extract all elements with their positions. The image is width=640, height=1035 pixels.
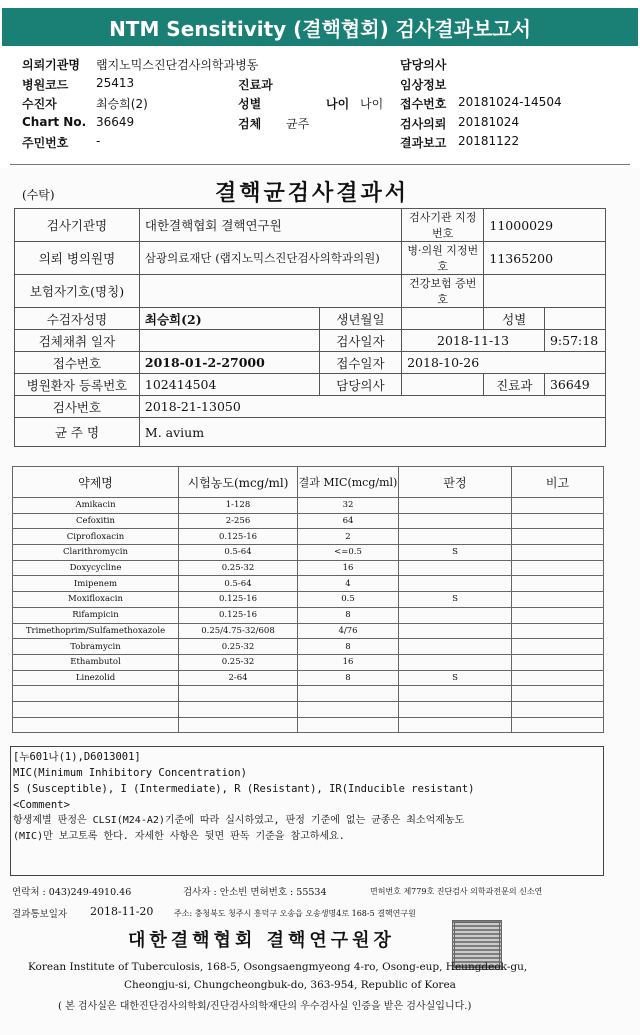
mic-value: 4 <box>298 576 399 592</box>
doctor-label: 담당의사 <box>400 58 447 72</box>
request-label: 검사의뢰 <box>400 117 447 131</box>
mic-value: 2 <box>298 529 399 545</box>
drug-name: Rifampicin <box>13 607 179 623</box>
mic-row <box>13 654 604 670</box>
remark <box>512 607 604 623</box>
test-range: 2-64 <box>179 670 298 686</box>
resident-id-label: 주민번호 <box>22 136 69 150</box>
lab-id-value: 11000029 <box>484 209 606 242</box>
notice-label: 결과통보일자 <box>12 909 68 920</box>
drug-name: Cefoxitin <box>13 513 179 529</box>
drug-name: Ethambutol <box>13 654 179 670</box>
address: 주소: 충청북도 청주시 흥덕구 오송읍 오송생명4로 168-5 결핵연구원 <box>174 909 416 918</box>
drug-name: Imipenem <box>13 576 179 592</box>
req-id-label: 병·의원 지정번호 <box>402 242 484 275</box>
test-date-label: 검사일자 <box>319 330 401 352</box>
reg-value: 102414504 <box>139 374 319 396</box>
eng-address-2: Cheongju-si, Chungcheongbuk-do, 363-954, Republic of Korea <box>124 979 456 991</box>
test-range: 0.125-16 <box>179 529 298 545</box>
notes-box <box>10 746 604 876</box>
drug-name: Ciprofloxacin <box>13 529 179 545</box>
receipt-no-label: 접수번호 <box>400 97 447 111</box>
receipt-mark: (수탁) <box>22 188 55 202</box>
req-id-value: 11365200 <box>484 242 606 275</box>
name-label: 수검자성명 <box>15 308 140 330</box>
test-range: 0.125-16 <box>179 592 298 608</box>
req-value: 삼광의료재단 (랩지노믹스진단검사의학과의원) <box>139 242 401 275</box>
test-date-value: 2018-11-13 <box>402 330 545 352</box>
mic-value: 8 <box>298 639 399 655</box>
drug-name: Amikacin <box>13 498 179 514</box>
header-divider <box>10 164 630 165</box>
mic-table <box>12 466 604 733</box>
report-header <box>0 52 640 164</box>
patient-label: 수진자 <box>22 97 57 111</box>
chart-no-value: 36649 <box>96 115 135 129</box>
range-header: 시험농도(mcg/ml) <box>179 467 298 498</box>
eng-address-1: Korean Institute of Tuberculosis, 168-5, Osongsaengmyeong 4-ro, Osong-eup, Heungdeok-gu, <box>28 961 528 973</box>
mic-row <box>13 670 604 686</box>
patient-info-table <box>14 208 606 447</box>
certification-note: ( 본 검사실은 대한진단검사의학회/진단검사의학재단의 우수검사실 인증을 받은 검사실입니다.) <box>58 1001 472 1012</box>
remark <box>512 560 604 576</box>
mic-value: 64 <box>298 513 399 529</box>
remark <box>512 498 604 514</box>
mic-row <box>13 498 604 514</box>
judgement <box>399 498 512 514</box>
comment-label: <Comment> <box>13 799 70 811</box>
mic-row <box>13 545 604 561</box>
request-value: 20181024 <box>458 115 520 129</box>
mic-value: 4/76 <box>298 623 399 639</box>
judgement <box>399 576 512 592</box>
empty-row <box>13 701 604 717</box>
drug-name: Doxycycline <box>13 560 179 576</box>
document-title: 결핵균검사결과서 <box>215 180 410 206</box>
test-range: 0.25/4.75-32/608 <box>179 623 298 639</box>
insurance-label: 보험자기호(명칭) <box>15 275 140 308</box>
mic-row <box>13 639 604 655</box>
recv-no-value: 2018-01-2-27000 <box>139 352 319 374</box>
req-label: 의뢰 병의원명 <box>15 242 140 275</box>
result-header: 결과 MIC(mcg/ml) <box>298 467 399 498</box>
sex-label: 성별 <box>238 97 262 111</box>
mic-value: 0.5 <box>298 592 399 608</box>
age-value: 나이 <box>360 97 384 111</box>
clinic-dept-value: 36649 <box>544 374 605 396</box>
org-name: 대한결핵협회 결핵연구원장 <box>128 930 395 951</box>
judgement <box>399 654 512 670</box>
contact: 연락처 : 043)249-4910.46 <box>12 887 132 898</box>
judgement: S <box>399 592 512 608</box>
remark <box>512 670 604 686</box>
drug-name: Trimethoprim/Sulfamethoxazole <box>13 623 179 639</box>
lab-id-label: 검사기관 지정번호 <box>402 209 484 242</box>
test-range: 0.25-32 <box>179 560 298 576</box>
drug-name: Linezolid <box>13 670 179 686</box>
report-date-value: 20181122 <box>458 134 520 148</box>
comment-line-1: 항생제별 판정은 CLSI(M24-A2)기준에 따라 실시하였고, 판정 기준에 없는 균종은 최소억제농도 <box>13 815 465 826</box>
comment-line-2: (MIC)만 보고토록 한다. 자세한 사항은 뒷면 판독 기준을 참고하세요. <box>13 831 345 842</box>
mic-value: <=0.5 <box>298 545 399 561</box>
mic-value: 16 <box>298 560 399 576</box>
dept-label: 진료과 <box>238 78 273 92</box>
empty-row <box>13 686 604 702</box>
mic-row <box>13 576 604 592</box>
test-time-value: 9:57:18 <box>544 330 605 352</box>
mic-row <box>13 607 604 623</box>
collect-label: 검체채취 일자 <box>15 330 140 352</box>
hosp-code-value: 25413 <box>96 76 135 90</box>
test-range: 1-128 <box>179 498 298 514</box>
drug-name: Moxifloxacin <box>13 592 179 608</box>
inst-value: 랩지노믹스진단검사의학과병동 <box>96 58 259 72</box>
mic-row <box>13 513 604 529</box>
test-range: 0.5-64 <box>179 545 298 561</box>
judgement <box>399 560 512 576</box>
notice-date: 2018-11-20 <box>90 905 154 918</box>
remark <box>512 639 604 655</box>
report-title-banner: NTM Sensitivity (결핵협회) 검사결과보고서 <box>2 8 638 46</box>
drug-name: Tobramycin <box>13 639 179 655</box>
test-no-value: 2018-21-13050 <box>139 396 605 418</box>
mic-row <box>13 560 604 576</box>
judgement <box>399 529 512 545</box>
mic-value: 8 <box>298 607 399 623</box>
specimen-label: 검체 <box>238 117 262 131</box>
mic-value: 32 <box>298 498 399 514</box>
report-date-label: 결과보고 <box>400 136 447 150</box>
judge-header: 판정 <box>399 467 512 498</box>
specimen-value: 균주 <box>286 117 310 131</box>
note-header: 비고 <box>512 467 604 498</box>
lab-label: 검사기관명 <box>15 209 140 242</box>
chart-no-label: Chart No. <box>22 115 87 129</box>
judgement: S <box>399 670 512 686</box>
judgement <box>399 639 512 655</box>
test-no-label: 검사번호 <box>15 396 140 418</box>
clinic-dept-label: 진료과 <box>484 374 545 396</box>
lab-value: 대한결핵협회 결핵연구원 <box>139 209 401 242</box>
clinical-label: 임상정보 <box>400 78 447 92</box>
mic-row <box>13 623 604 639</box>
remark <box>512 545 604 561</box>
reg-label: 병원환자 등록번호 <box>15 374 140 396</box>
drug-header: 약제명 <box>13 467 179 498</box>
name-value: 최승희(2) <box>139 308 319 330</box>
legend-line: S (Susceptible), I (Intermediate), R (Resistant), IR(Inducible resistant) <box>13 783 475 795</box>
remark <box>512 576 604 592</box>
mic-row <box>13 529 604 545</box>
species-label: 균 주 명 <box>15 418 140 447</box>
receipt-no-value: 20181024-14504 <box>458 95 562 109</box>
remark <box>512 513 604 529</box>
resident-id-value: - <box>96 134 101 148</box>
age-label: 나이 <box>326 97 350 111</box>
judgement <box>399 513 512 529</box>
mic-value: 8 <box>298 670 399 686</box>
code-line: [누601나(1),D6013001] <box>13 751 141 763</box>
examiner: 검사자 : 안소빈 면허번호 : 55534 <box>183 887 327 898</box>
health-label: 건강보험 증번호 <box>402 275 484 308</box>
doc-label: 담당의사 <box>319 374 401 396</box>
mic-value: 16 <box>298 654 399 670</box>
test-range: 0.5-64 <box>179 576 298 592</box>
inst-label: 의뢰기관명 <box>22 58 80 72</box>
test-range: 0.25-32 <box>179 639 298 655</box>
recv-date-label: 접수일자 <box>319 352 401 374</box>
remark <box>512 529 604 545</box>
birth-label: 생년월일 <box>319 308 401 330</box>
test-range: 2-256 <box>179 513 298 529</box>
patient-value: 최승희(2) <box>96 97 148 111</box>
remark <box>512 654 604 670</box>
recv-no-label: 접수번호 <box>15 352 140 374</box>
hosp-code-label: 병원코드 <box>22 78 69 92</box>
test-range: 0.125-16 <box>179 607 298 623</box>
recv-date-value: 2018-10-26 <box>402 352 606 374</box>
judgement: S <box>399 545 512 561</box>
judgement <box>399 623 512 639</box>
mic-definition: MIC(Minimum Inhibitory Concentration) <box>13 767 247 779</box>
gender-label: 성별 <box>484 308 545 330</box>
drug-name: Clarithromycin <box>13 545 179 561</box>
empty-row <box>13 717 604 733</box>
remark <box>512 623 604 639</box>
director: 면허번호 제779호 진단검사 의학과전문의 신소연 <box>370 887 543 896</box>
test-range: 0.25-32 <box>179 654 298 670</box>
remark <box>512 592 604 608</box>
species-value: M. avium <box>139 418 605 447</box>
judgement <box>399 607 512 623</box>
scanned-result-document <box>0 168 640 1035</box>
mic-row <box>13 592 604 608</box>
